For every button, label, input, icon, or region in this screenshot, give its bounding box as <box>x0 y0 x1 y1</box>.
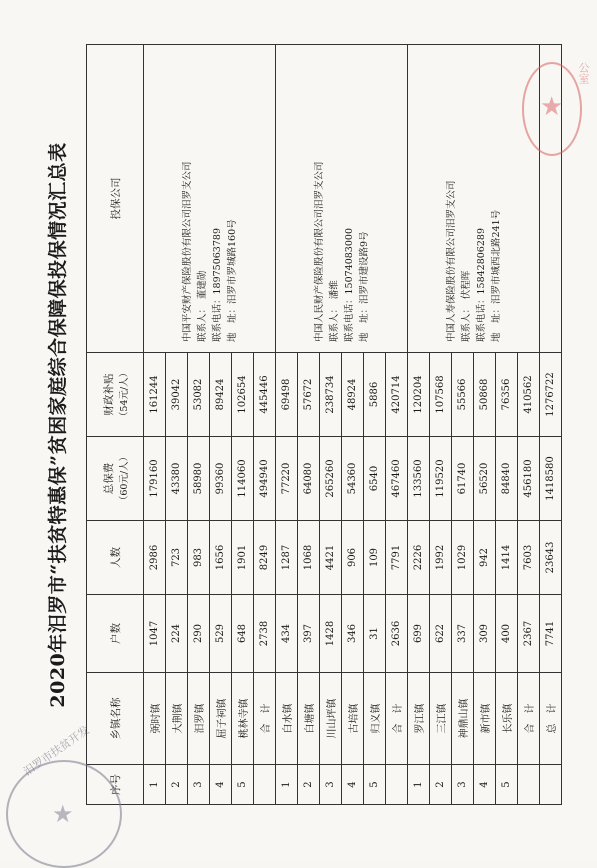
row-premium: 43380 <box>166 437 188 521</box>
subtotal-premium: 467460 <box>386 437 408 521</box>
row-town: 神鼎山镇 <box>452 673 474 765</box>
row-seq: 3 <box>188 765 210 805</box>
row-households: 529 <box>210 595 232 673</box>
subtotal-label: 合 计 <box>386 673 408 765</box>
row-seq: 2 <box>430 765 452 805</box>
header-seq: 序号 <box>87 765 144 805</box>
company-contact: 联系人： 伏程晖 <box>460 270 472 342</box>
subtotal-seq <box>386 765 408 805</box>
row-premium: 61740 <box>452 437 474 521</box>
row-town: 归义镇 <box>364 673 386 765</box>
row-premium: 56520 <box>474 437 496 521</box>
company-contact: 联系人： 董建勋 <box>196 270 208 342</box>
row-households: 290 <box>188 595 210 673</box>
row-households: 1047 <box>144 595 166 673</box>
row-subsidy: 89424 <box>210 353 232 437</box>
company-info <box>144 45 276 353</box>
row-seq: 1 <box>408 765 430 805</box>
subtotal-people: 7603 <box>518 521 540 595</box>
subtotal-households: 2636 <box>386 595 408 673</box>
subtotal-seq <box>254 765 276 805</box>
row-households: 31 <box>364 595 386 673</box>
company-name: 中国平安财产保险股份有限公司汨罗支公司 <box>181 161 193 342</box>
subtotal-people: 7791 <box>386 521 408 595</box>
row-people: 1992 <box>430 521 452 595</box>
company-address: 地 址：汨罗市城西北路241号 <box>490 209 502 342</box>
header-subsidy-label: 财政补贴 <box>102 373 115 416</box>
row-town: 白塘镇 <box>298 673 320 765</box>
row-subsidy: 39042 <box>166 353 188 437</box>
summary-table <box>86 44 562 805</box>
company-phone: 联系电话：18975063789 <box>211 228 223 342</box>
row-premium: 64080 <box>298 437 320 521</box>
company-name: 中国人寿保险股份有限公司汨罗支公司 <box>445 180 457 342</box>
company-info <box>408 45 540 353</box>
company-contact: 联系人： 潘维 <box>328 280 340 342</box>
table-row <box>276 45 298 805</box>
row-seq: 5 <box>496 765 518 805</box>
table-row <box>144 45 166 805</box>
row-households: 1428 <box>320 595 342 673</box>
subtotal-households: 2738 <box>254 595 276 673</box>
row-premium: 77220 <box>276 437 298 521</box>
row-households: 400 <box>496 595 518 673</box>
header-town: 乡镇名称 <box>87 673 144 765</box>
company-info <box>276 45 408 353</box>
row-subsidy: 57672 <box>298 353 320 437</box>
seal-star-icon-bottom: ★ <box>52 800 74 828</box>
company-phone: 联系电话：15074083000 <box>343 228 355 342</box>
row-households: 309 <box>474 595 496 673</box>
row-town: 屈子祠镇 <box>210 673 232 765</box>
subtotal-subsidy: 410562 <box>518 353 540 437</box>
row-subsidy: 55566 <box>452 353 474 437</box>
row-people: 1656 <box>210 521 232 595</box>
row-seq: 1 <box>144 765 166 805</box>
row-town: 三江镇 <box>430 673 452 765</box>
row-seq: 4 <box>210 765 232 805</box>
subtotal-households: 2367 <box>518 595 540 673</box>
row-subsidy: 102654 <box>232 353 254 437</box>
row-people: 723 <box>166 521 188 595</box>
row-town: 大荆镇 <box>166 673 188 765</box>
row-town: 川山坪镇 <box>320 673 342 765</box>
row-premium: 58980 <box>188 437 210 521</box>
row-subsidy: 5886 <box>364 353 386 437</box>
seal-text-bottom: 汨罗市扶贫开发 <box>21 723 92 779</box>
header-subsidy <box>87 353 144 437</box>
row-people: 2986 <box>144 521 166 595</box>
row-subsidy: 48924 <box>342 353 364 437</box>
row-people: 983 <box>188 521 210 595</box>
rotated-document <box>38 45 558 805</box>
subtotal-label: 合 计 <box>518 673 540 765</box>
row-people: 1068 <box>298 521 320 595</box>
row-households: 622 <box>430 595 452 673</box>
row-seq: 3 <box>320 765 342 805</box>
row-subsidy: 107568 <box>430 353 452 437</box>
row-households: 224 <box>166 595 188 673</box>
grand-total-label: 总 计 <box>540 673 562 765</box>
row-town: 罗江镇 <box>408 673 430 765</box>
row-people: 1287 <box>276 521 298 595</box>
row-premium: 179160 <box>144 437 166 521</box>
row-subsidy: 76356 <box>496 353 518 437</box>
grand-total-people: 23643 <box>540 521 562 595</box>
subtotal-label: 合 计 <box>254 673 276 765</box>
row-town: 桃林寺镇 <box>232 673 254 765</box>
row-premium: 99360 <box>210 437 232 521</box>
header-row <box>87 45 144 805</box>
grand-total-households: 7741 <box>540 595 562 673</box>
row-premium: 84840 <box>496 437 518 521</box>
row-subsidy: 120204 <box>408 353 430 437</box>
row-households: 337 <box>452 595 474 673</box>
row-premium: 6540 <box>364 437 386 521</box>
row-subsidy: 53082 <box>188 353 210 437</box>
company-address: 地 址：汨罗市建设路9号 <box>358 231 370 342</box>
row-people: 109 <box>364 521 386 595</box>
row-people: 1901 <box>232 521 254 595</box>
row-seq: 5 <box>364 765 386 805</box>
row-premium: 133560 <box>408 437 430 521</box>
header-premium <box>87 437 144 521</box>
row-households: 397 <box>298 595 320 673</box>
row-premium: 119520 <box>430 437 452 521</box>
row-households: 699 <box>408 595 430 673</box>
row-people: 4421 <box>320 521 342 595</box>
header-premium-label: 总保费 <box>102 462 115 495</box>
company-name: 中国人民财产保险股份有限公司汨罗支公司 <box>313 161 325 342</box>
subtotal-premium: 456180 <box>518 437 540 521</box>
row-seq: 2 <box>298 765 320 805</box>
row-households: 648 <box>232 595 254 673</box>
row-town: 弼时镇 <box>144 673 166 765</box>
row-people: 942 <box>474 521 496 595</box>
row-premium: 54360 <box>342 437 364 521</box>
subtotal-people: 8249 <box>254 521 276 595</box>
header-subsidy-unit: （54元/人） <box>118 367 130 422</box>
subtotal-subsidy: 445446 <box>254 353 276 437</box>
row-premium: 265260 <box>320 437 342 521</box>
row-seq: 4 <box>342 765 364 805</box>
row-town: 汨罗镇 <box>188 673 210 765</box>
company-address: 地 址：汨罗市罗城路160号 <box>226 219 238 342</box>
row-subsidy: 161244 <box>144 353 166 437</box>
subtotal-seq <box>518 765 540 805</box>
row-subsidy: 50868 <box>474 353 496 437</box>
row-town: 白水镇 <box>276 673 298 765</box>
row-households: 346 <box>342 595 364 673</box>
row-people: 2226 <box>408 521 430 595</box>
subtotal-premium: 494940 <box>254 437 276 521</box>
subtotal-subsidy: 420714 <box>386 353 408 437</box>
seal-star-icon: ★ <box>540 92 564 122</box>
row-premium: 114060 <box>232 437 254 521</box>
row-people: 1414 <box>496 521 518 595</box>
grand-total-subsidy: 1276722 <box>540 353 562 437</box>
row-subsidy: 69498 <box>276 353 298 437</box>
grand-total-seq <box>540 765 562 805</box>
row-seq: 3 <box>452 765 474 805</box>
row-people: 906 <box>342 521 364 595</box>
company-phone: 联系电话：15842806289 <box>475 228 487 342</box>
header-people: 人数 <box>87 521 144 595</box>
header-households: 户数 <box>87 595 144 673</box>
row-people: 1029 <box>452 521 474 595</box>
row-subsidy: 238734 <box>320 353 342 437</box>
row-seq: 2 <box>166 765 188 805</box>
header-premium-unit: （60元/人） <box>118 451 130 506</box>
row-town: 新市镇 <box>474 673 496 765</box>
row-town: 长乐镇 <box>496 673 518 765</box>
row-seq: 1 <box>276 765 298 805</box>
seal-text-top: 公室 <box>577 62 590 84</box>
header-company: 投保公司 <box>87 45 144 353</box>
document-title: 2020年汨罗市“扶贫特惠保”贫困家庭综合保障保投保情况汇总表 <box>47 142 69 708</box>
table-row <box>408 45 430 805</box>
row-seq: 4 <box>474 765 496 805</box>
row-town: 古培镇 <box>342 673 364 765</box>
grand-total-row <box>540 45 562 805</box>
grand-total-premium: 1418580 <box>540 437 562 521</box>
row-seq: 5 <box>232 765 254 805</box>
row-households: 434 <box>276 595 298 673</box>
